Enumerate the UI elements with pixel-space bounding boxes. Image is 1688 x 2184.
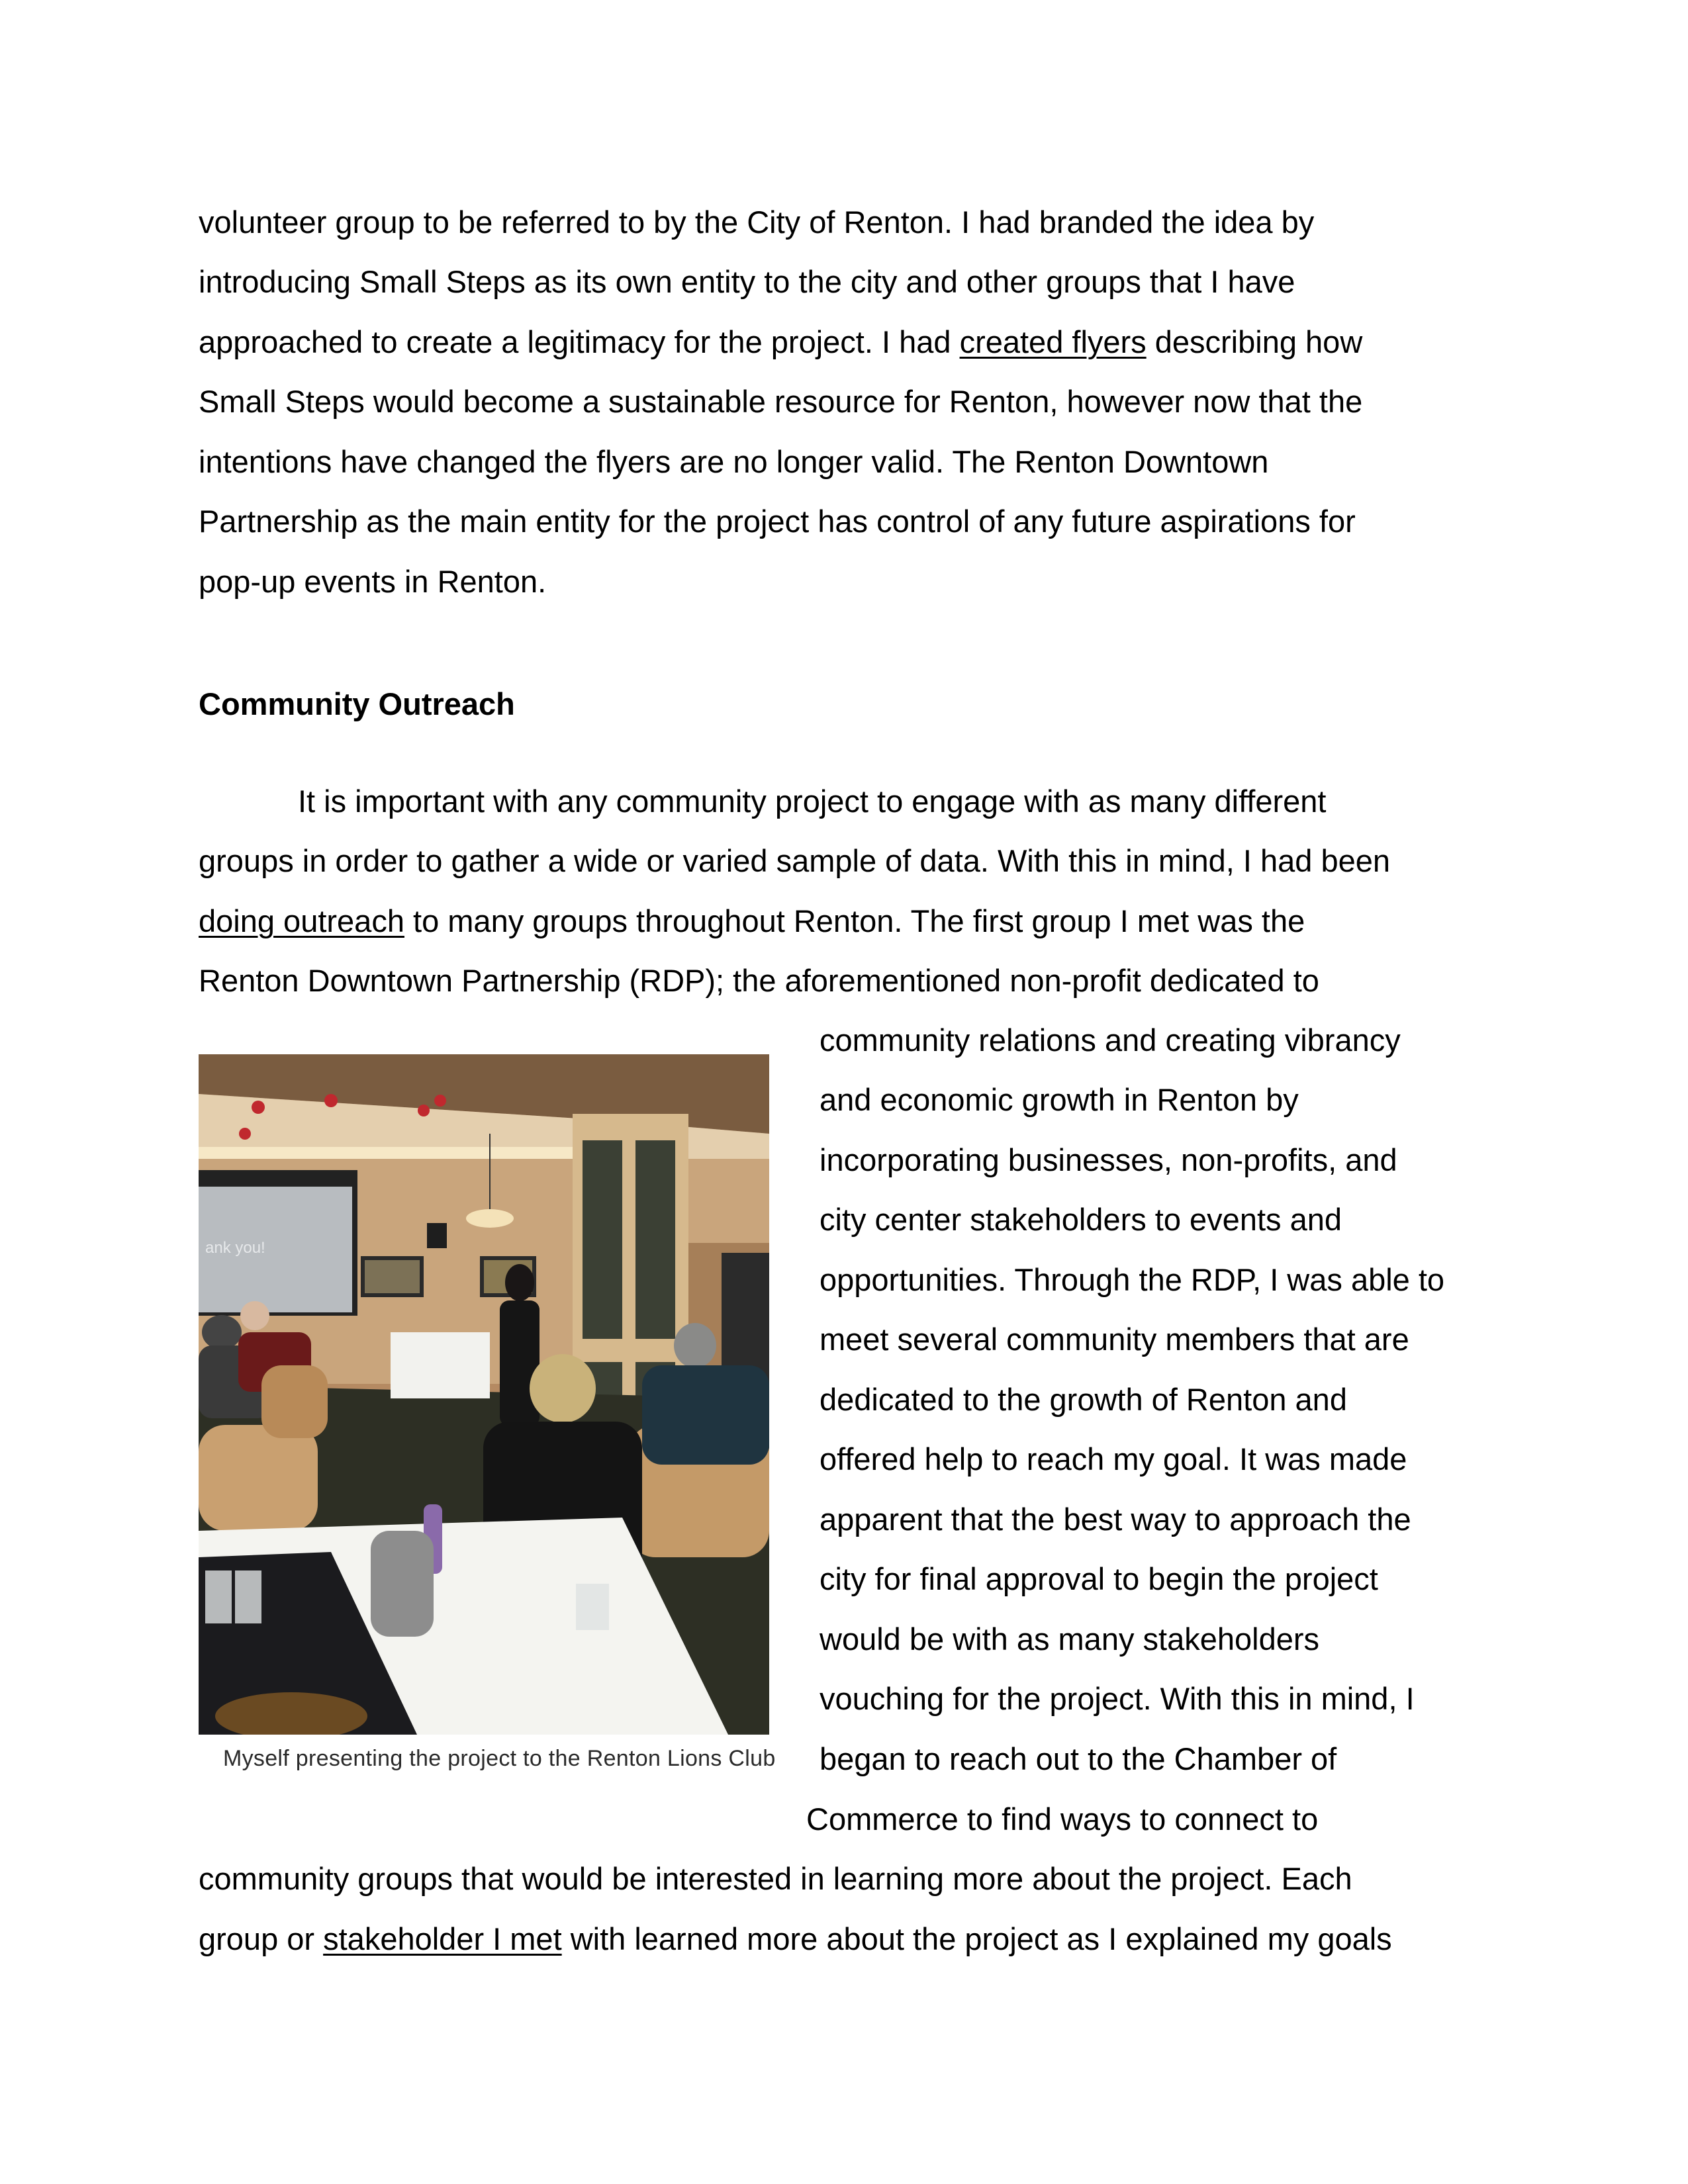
paragraph-line <box>199 1923 1392 1954</box>
text: describing how <box>1146 324 1363 359</box>
wrapped-line: community relations and creating vibrancy <box>820 1023 1401 1058</box>
wrapped-line: dedicated to the growth of Renton and <box>820 1382 1347 1417</box>
wrapped-line: and economic growth in Renton by <box>820 1082 1299 1117</box>
wrapped-line: opportunities. Through the RDP, I was able to <box>820 1262 1445 1297</box>
text: Partnership as the main entity for the project has control of any future aspirations for <box>199 504 1356 539</box>
wrapped-line: meet several community members that are <box>820 1322 1409 1357</box>
photo-illustration <box>199 1054 769 1735</box>
text: approached to create a legitimacy for the project. I had <box>199 324 960 359</box>
text: volunteer group to be referred to by the City of Renton. I had branded the idea by <box>199 205 1315 240</box>
text: Renton Downtown Partnership (RDP); the aforementioned non-profit dedicated to <box>199 963 1319 998</box>
text: pop-up events in Renton. <box>199 564 547 599</box>
paragraph-line <box>199 566 546 597</box>
wrapped-line: vouching for the project. With this in mind, I <box>820 1681 1415 1716</box>
photo-caption: Myself presenting the project to the Renton Lions Club <box>223 1746 776 1771</box>
paragraph-line <box>298 786 1326 817</box>
stakeholder-i-met-link[interactable]: stakeholder I met <box>323 1921 562 1956</box>
text: introducing Small Steps as its own entity to the city and other groups that I have <box>199 264 1295 299</box>
text: Small Steps would become a sustainable resource for Renton, however now that the <box>199 384 1363 419</box>
paragraph-line <box>199 326 1362 357</box>
section-heading: Community Outreach <box>199 686 515 721</box>
paragraph-line <box>199 845 1390 876</box>
presentation-photo <box>199 1054 769 1735</box>
wrapped-line: began to reach out to the Chamber of <box>820 1741 1337 1776</box>
text: to many groups throughout Renton. The first group I met was the <box>404 903 1305 938</box>
text: with learned more about the project as I explained my goals <box>561 1921 1392 1956</box>
wrapped-line: incorporating businesses, non-profits, and <box>820 1142 1397 1177</box>
paragraph-line <box>199 1863 1352 1894</box>
paragraph-line <box>199 965 1319 996</box>
wrapped-line: would be with as many stakeholders <box>820 1621 1320 1657</box>
paragraph-line <box>199 386 1362 417</box>
text: community groups that would be interested in learning more about the project. Each <box>199 1861 1352 1896</box>
created-flyers-link[interactable]: created flyers <box>959 324 1147 359</box>
wrapped-line: city center stakeholders to events and <box>820 1202 1342 1237</box>
text: groups in order to gather a wide or varied sample of data. With this in mind, I had been <box>199 843 1391 878</box>
wrapped-line: apparent that the best way to approach the <box>820 1502 1411 1537</box>
paragraph-line <box>199 446 1268 477</box>
text: It is important with any community project to engage with as many different <box>298 784 1327 819</box>
text: intentions have changed the flyers are no longer valid. The Renton Downtown <box>199 444 1269 479</box>
paragraph-line <box>199 266 1295 297</box>
doing-outreach-link[interactable]: doing outreach <box>199 903 404 938</box>
wrapped-line: Commerce to find ways to connect to <box>806 1801 1319 1837</box>
wrapped-line: offered help to reach my goal. It was made <box>820 1441 1407 1477</box>
paragraph-line <box>199 905 1305 936</box>
wrapped-line: city for final approval to begin the project <box>820 1561 1378 1596</box>
text: group or <box>199 1921 324 1956</box>
paragraph-line <box>199 206 1314 238</box>
svg-text:ank you!: ank you! <box>205 1239 265 1257</box>
paragraph-line <box>199 506 1356 537</box>
